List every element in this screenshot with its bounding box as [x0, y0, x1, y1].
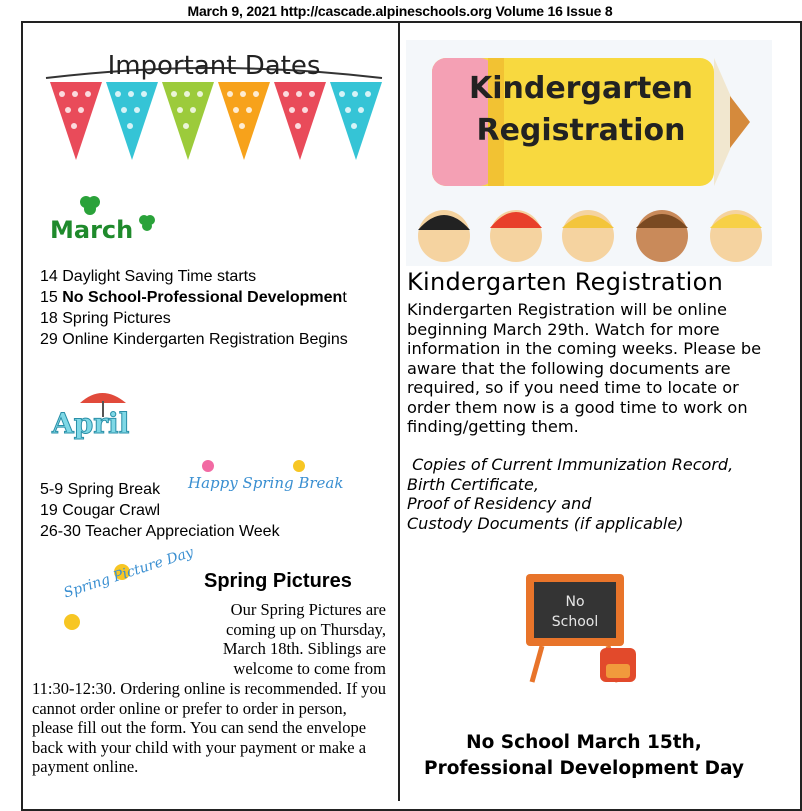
pennant-dot	[246, 107, 252, 113]
pennant-dot	[190, 107, 196, 113]
march-item-1: 14 Daylight Saving Time starts	[40, 268, 257, 285]
newsletter-header: March 9, 2021 http://cascade.alpineschools.org Volume 16 Issue 8	[187, 3, 613, 19]
document-item: Proof of Residency and	[407, 494, 592, 513]
important-dates-banner	[42, 38, 387, 168]
pennant-dot	[71, 123, 77, 129]
kindergarten-body: Kindergarten Registration will be online beginning March 29th. Watch for more information in the coming weeks. Please be aware that the following documents are required, so if you need time to locate or order them now is a good time to work on finding/getting them.	[407, 300, 762, 436]
chalkboard-line2: School	[551, 614, 599, 630]
no-school-chalkboard-art	[522, 570, 642, 688]
pennant-dot	[351, 123, 357, 129]
pennant-dot	[365, 91, 371, 97]
pennant-dot	[65, 107, 71, 113]
pennant-dot	[59, 91, 65, 97]
april-item-3: 26-30 Teacher Appreciation Week	[40, 523, 280, 540]
april-item-1: 5-9 Spring Break	[40, 481, 161, 498]
pennant-dot	[240, 91, 246, 97]
pennant-dot	[358, 107, 364, 113]
kg-art-line2: Registration	[476, 113, 686, 148]
pennant-dot	[141, 91, 147, 97]
spring-pictures-title: Spring Pictures	[204, 570, 352, 592]
kg-art-line1: Kindergarten	[468, 71, 694, 106]
spring-picture-day-art	[42, 544, 196, 655]
document-item: Custody Documents (if applicable)	[407, 513, 684, 533]
march-item-3: 18 Spring Pictures	[40, 310, 171, 327]
march-dates-list	[40, 266, 348, 350]
pennant-dot	[127, 123, 133, 129]
pennant-dot	[227, 91, 233, 97]
pennant-dot	[239, 123, 245, 129]
banner-title: Important Dates	[107, 51, 321, 81]
pennant-dot	[128, 91, 134, 97]
pennant-dot	[295, 123, 301, 129]
kindergarten-registration-art	[406, 40, 772, 266]
kindergarten-heading: Kindergarten Registration	[407, 268, 724, 296]
pennant-dot	[283, 91, 289, 97]
april-umbrella-art	[44, 383, 162, 443]
pennant-dot	[115, 91, 121, 97]
march-clover-art	[46, 192, 156, 244]
sp-art-text: Spring Picture Day	[61, 544, 196, 602]
pennant-dot	[309, 91, 315, 97]
pennant-dot	[184, 91, 190, 97]
pennant-dot	[302, 107, 308, 113]
pennant-dot	[289, 107, 295, 113]
pennant-dot	[339, 91, 345, 97]
pennant-dot	[78, 107, 84, 113]
pennant-dot	[72, 91, 78, 97]
pennant-dot	[253, 91, 259, 97]
pennant-dot	[296, 91, 302, 97]
march-label: March	[50, 216, 134, 244]
spring-pictures-body-part2: 11:30-12:30. Ordering online is recommended. If you cannot order online or prefer to order in person, please fill out the form. You can send the envelope back with your child with your payment or make a payment online.	[32, 679, 387, 776]
pennant-dot	[121, 107, 127, 113]
march-item-2: 15 No School-Professional Development	[40, 289, 347, 306]
chalkboard-line1: No	[565, 594, 585, 610]
pennant-dot	[177, 107, 183, 113]
column-divider	[398, 21, 400, 801]
pennant-dot	[345, 107, 351, 113]
march-item-4: 29 Online Kindergarten Registration Begins	[40, 331, 348, 348]
pennant-dot	[233, 107, 239, 113]
no-school-caption: No School March 15th, Professional Development Day	[424, 732, 744, 779]
pennant-dot	[134, 107, 140, 113]
required-documents-list	[407, 455, 787, 533]
pennant-dot	[352, 91, 358, 97]
april-item-2: 19 Cougar Crawl	[40, 502, 161, 519]
april-dates-list	[40, 479, 280, 542]
pennant-dot	[197, 91, 203, 97]
pennant-dot	[85, 91, 91, 97]
spring-pictures-body-part1: Our Spring Pictures are coming up on Thursday, March 18th. Siblings are welcome to come from	[222, 600, 386, 678]
document-item: Birth Certificate,	[407, 474, 539, 494]
document-item: Copies of Current Immunization Record,	[407, 455, 734, 474]
spring-break-label: Happy Spring Break	[188, 474, 344, 492]
april-label: April	[52, 407, 130, 440]
pennant-dot	[171, 91, 177, 97]
pennant-dot	[183, 123, 189, 129]
